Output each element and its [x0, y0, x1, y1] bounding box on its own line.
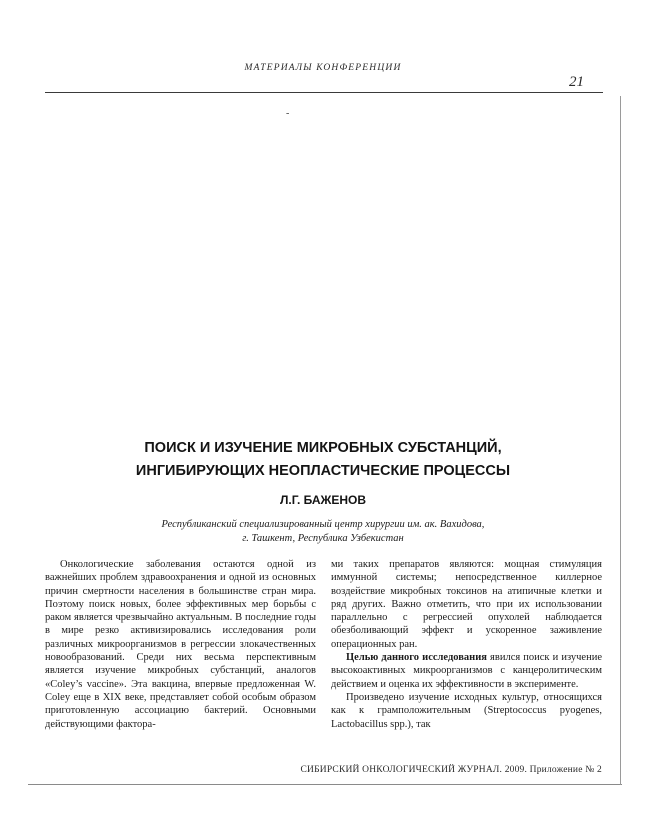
header-rule — [45, 92, 603, 93]
article-author: Л.Г. БАЖЕНОВ — [279, 493, 367, 507]
page-number: 21 — [569, 74, 584, 90]
right-paragraph-1: ми таких препаратов являются: мощная стимуляция иммунной системы; непосредственное киллерное воздействие микробных токсинов на атипичные клетки и ряд других. Важно отметить, что при их использовании параллельно с регрессией опухолей наблюдается обезболивающий эффект и ускоренное заживление операционных ран. — [331, 559, 602, 650]
article-title-line-2: ИНГИБИРУЮЩИХ НЕОПЛАСТИЧЕСКИЕ ПРОЦЕССЫ — [135, 463, 511, 479]
right-paragraph-2-lead: Целью данного исследования — [346, 652, 487, 664]
right-paragraph-2-rest: явился поиск и изучение высокоактивных микроорганизмов с канцеролитическим действием и оценка их эффективности в эксперименте. — [331, 652, 602, 690]
affiliation-line-2: г. Ташкент, Республика Узбекистан — [242, 533, 404, 544]
bottom-rule — [28, 784, 622, 785]
right-paragraph-2 — [331, 651, 602, 691]
right-edge-scan-rule — [620, 96, 621, 785]
body-column-right — [331, 558, 602, 731]
stray-scan-mark: - — [286, 108, 290, 119]
running-head: МАТЕРИАЛЫ КОНФЕРЕНЦИИ — [244, 63, 402, 73]
article-affiliation — [45, 518, 601, 546]
article-title-line-1: ПОИСК И ИЗУЧЕНИЕ МИКРОБНЫХ СУБСТАНЦИЙ, — [144, 440, 502, 456]
right-paragraph-3: Произведено изучение исходных культур, относящихся как к грамположительным (Streptococcus pyogenes, Lactobacillus spp.), так — [331, 691, 602, 730]
article-title — [45, 437, 601, 483]
affiliation-line-1: Республиканский специализированный центр хирургии им. ак. Вахидова, — [161, 519, 485, 530]
footer-journal-line: СИБИРСКИЙ ОНКОЛОГИЧЕСКИЙ ЖУРНАЛ. 2009. Приложение № 2 — [300, 765, 602, 775]
body-column-left — [45, 558, 316, 731]
left-paragraph-1: Онкологические заболевания остаются одной из важнейших проблем здравоохранения и одной из основных причин смертности населения в большинстве стран мира. Поэтому поиск новых, более эффективных мер борьбы с раком является чрезвычайно актуальным. В последние годы в мире резко активизировались исследования роли различных микроорганизмов в регрессии злокачественных новообразований. Среди них весьма перспективным является изучение микробных субстанций, аналогов «Coley’s vaccine». Эта вакцина, впервые предложенная W. Coley еще в XIX веке, представляет собой особым образом приготовленную ассоциацию бактерий. Основными действующими фактора- — [45, 559, 316, 730]
